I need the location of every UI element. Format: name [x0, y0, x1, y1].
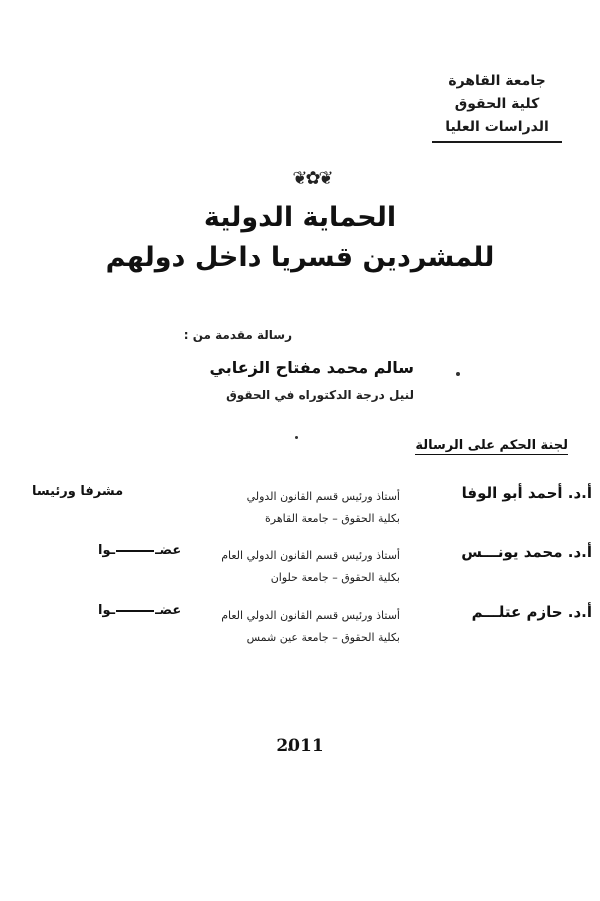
member-name: أ.د. حازم عتلـــم	[471, 603, 592, 621]
member-affiliation: بكلية الحقوق – جامعة عين شمس	[246, 631, 400, 644]
presented-by-label: رسالة مقدمة من :	[183, 328, 292, 342]
thesis-title-line-2: للمشردين قسريا داخل دولهم	[105, 242, 495, 273]
member-description	[221, 545, 400, 589]
member-role-end: ـوا	[98, 543, 116, 558]
member-role-end: ـوا	[98, 603, 116, 618]
member-affiliation: بكلية الحقوق – جامعة القاهرة	[265, 512, 400, 525]
committee-heading: لجنة الحكم على الرسالة	[415, 438, 568, 453]
member-name: أ.د. محمد يونـــس	[461, 543, 592, 561]
member-title: أستاذ ورئيس قسم القانون الدولي	[246, 490, 400, 503]
institution-header	[432, 70, 562, 143]
member-role	[98, 603, 181, 618]
stray-dot	[456, 372, 460, 376]
member-title: أستاذ ورئيس قسم القانون الدولي العام	[221, 609, 400, 622]
member-title: أستاذ ورئيس قسم القانون الدولي العام	[221, 549, 400, 562]
committee-member	[0, 603, 600, 663]
member-role	[98, 543, 181, 558]
author-name: سالم محمد مفتاح الزعابي	[209, 358, 414, 377]
university-name: جامعة القاهرة	[448, 73, 546, 89]
kashida-stroke	[116, 610, 154, 612]
committee-member	[0, 543, 600, 603]
member-role-start: عضـ	[155, 603, 182, 618]
faculty-name: كلية الحقوق	[454, 96, 540, 112]
degree-statement: لنيل درجة الدكتوراه في الحقوق	[226, 388, 414, 402]
member-role: مشرفا ورئيسا	[32, 484, 124, 499]
thesis-title	[100, 198, 500, 278]
member-role-start: عضـ	[155, 543, 182, 558]
member-name: أ.د. أحمد أبو الوفا	[461, 484, 592, 502]
member-description	[247, 486, 400, 530]
department-name: الدراسات العليا	[432, 116, 562, 143]
member-affiliation: بكلية الحقوق – جامعة حلوان	[270, 571, 400, 584]
publication-year: 2011	[276, 736, 324, 756]
committee-member	[0, 484, 600, 544]
member-description	[221, 605, 400, 649]
ornament-icon: ❦✿❦	[292, 168, 332, 189]
thesis-title-line-1: الحماية الدولية	[203, 202, 397, 233]
kashida-stroke	[116, 550, 154, 552]
stray-dot	[295, 436, 298, 439]
